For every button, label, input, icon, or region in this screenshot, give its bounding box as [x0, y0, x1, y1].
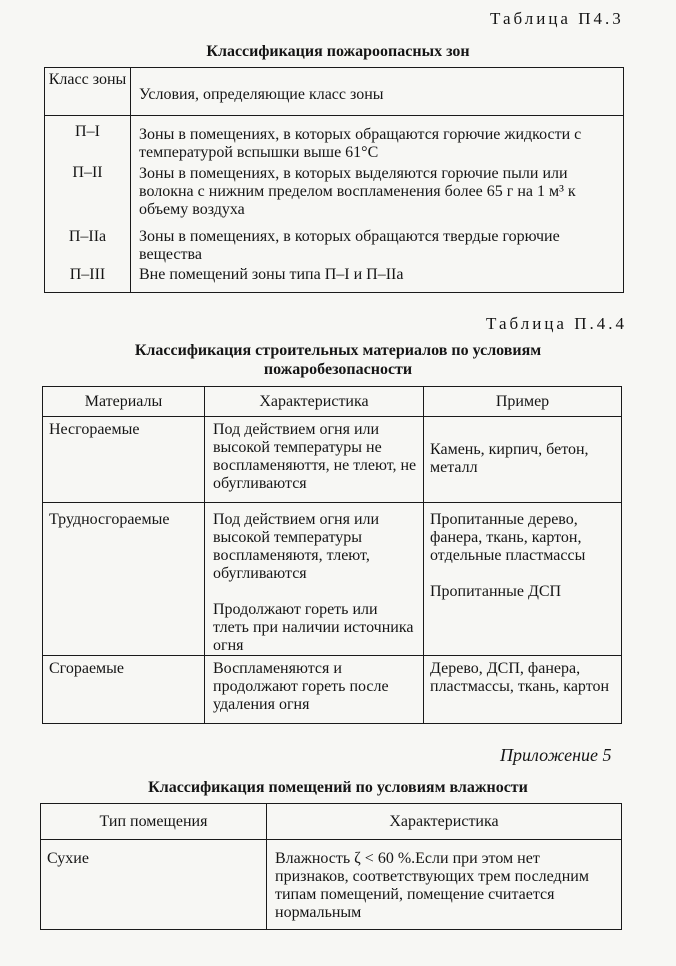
zone-conditions-cell: Зоны в помещениях, в которых обращаются твердые горючие вещества — [131, 224, 624, 266]
table2-label: Таблица П.4.4 — [486, 314, 627, 333]
table-row — [43, 417, 622, 503]
table-row — [43, 503, 622, 656]
building-materials-table — [42, 386, 622, 724]
zone-class-cell: П–IIа — [45, 224, 131, 266]
header-room-type: Тип помещения — [41, 804, 267, 840]
header-conditions: Условия, определяющие класс зоны — [131, 68, 624, 116]
header-example: Пример — [424, 387, 622, 417]
table2-title — [0, 341, 676, 379]
table-row — [45, 224, 624, 266]
table-row — [45, 266, 624, 292]
table1-label: Таблица П4.3 — [490, 9, 624, 28]
example-cell: Камень, кирпич, бетон, металл — [424, 417, 622, 503]
appendix-label: Приложение 5 — [500, 745, 612, 765]
zone-conditions-cell: Зоны в помещениях, в которых выделяются горючие пыли или волокна с нижним пределом воспламенения более 65 г на 1 м³ к объему воздуха — [131, 162, 624, 224]
characteristic-text-2: Продолжают гореть или тлеть при наличии источника огня — [213, 601, 414, 654]
table-row — [41, 840, 622, 930]
humidity-table — [40, 803, 622, 930]
table-row — [43, 656, 622, 724]
table-row — [45, 162, 624, 224]
table-row — [45, 116, 624, 163]
zone-conditions-cell: Зоны в помещениях, в которых обращаются горючие жидкости с температурой вспышки выше 61°С — [131, 116, 624, 163]
zone-class-cell: П–III — [45, 266, 131, 292]
appendix-title: Классификация помещений по условиям влажности — [148, 779, 528, 796]
table2-title-line1: Классификация строительных материалов по условиям — [134, 342, 542, 359]
zone-class-cell: П–II — [45, 162, 131, 224]
header-characteristic: Характеристика — [205, 387, 424, 417]
room-type-cell: Сухие — [41, 840, 267, 930]
material-cell: Трудносгораемые — [43, 503, 205, 656]
zone-class-cell: П–I — [45, 116, 131, 163]
zone-conditions-cell: Вне помещений зоны типа П–I и П–IIа — [131, 266, 624, 292]
material-cell: Сгораемые — [43, 656, 205, 724]
header-room-characteristic: Характеристика — [267, 804, 622, 840]
header-materials: Материалы — [43, 387, 205, 417]
example-text: Пропитанные дерево, фанера, ткань, картон, отдельные пластмассы — [430, 511, 586, 564]
header-zone-class: Класс зоны — [45, 68, 131, 116]
table1-title: Классификация пожароопасных зон — [206, 43, 470, 60]
example-text-2: Пропитанные ДСП — [430, 583, 562, 600]
characteristic-text: Под действием огня или высокой температуры воспламеняютя, тлеют, обугливаются — [213, 511, 380, 582]
characteristic-cell: Под действием огня или высокой температуры не воспламеняюття, не тлеют, не обугливаются — [205, 417, 424, 503]
example-cell — [424, 503, 622, 656]
table2-title-line2: пожаробезопасности — [263, 361, 413, 378]
example-cell: Дерево, ДСП, фанера, пластмассы, ткань, картон — [424, 656, 622, 724]
fire-zones-table — [44, 67, 624, 293]
room-characteristic-cell: Влажность ζ < 60 %.Если при этом нет признаков, соответствующих трем последним типам помещений, помещение считается нормальным — [267, 840, 622, 930]
material-cell: Несгораемые — [43, 417, 205, 503]
characteristic-cell — [205, 503, 424, 656]
characteristic-cell: Воспламеняются и продолжают гореть после удаления огня — [205, 656, 424, 724]
